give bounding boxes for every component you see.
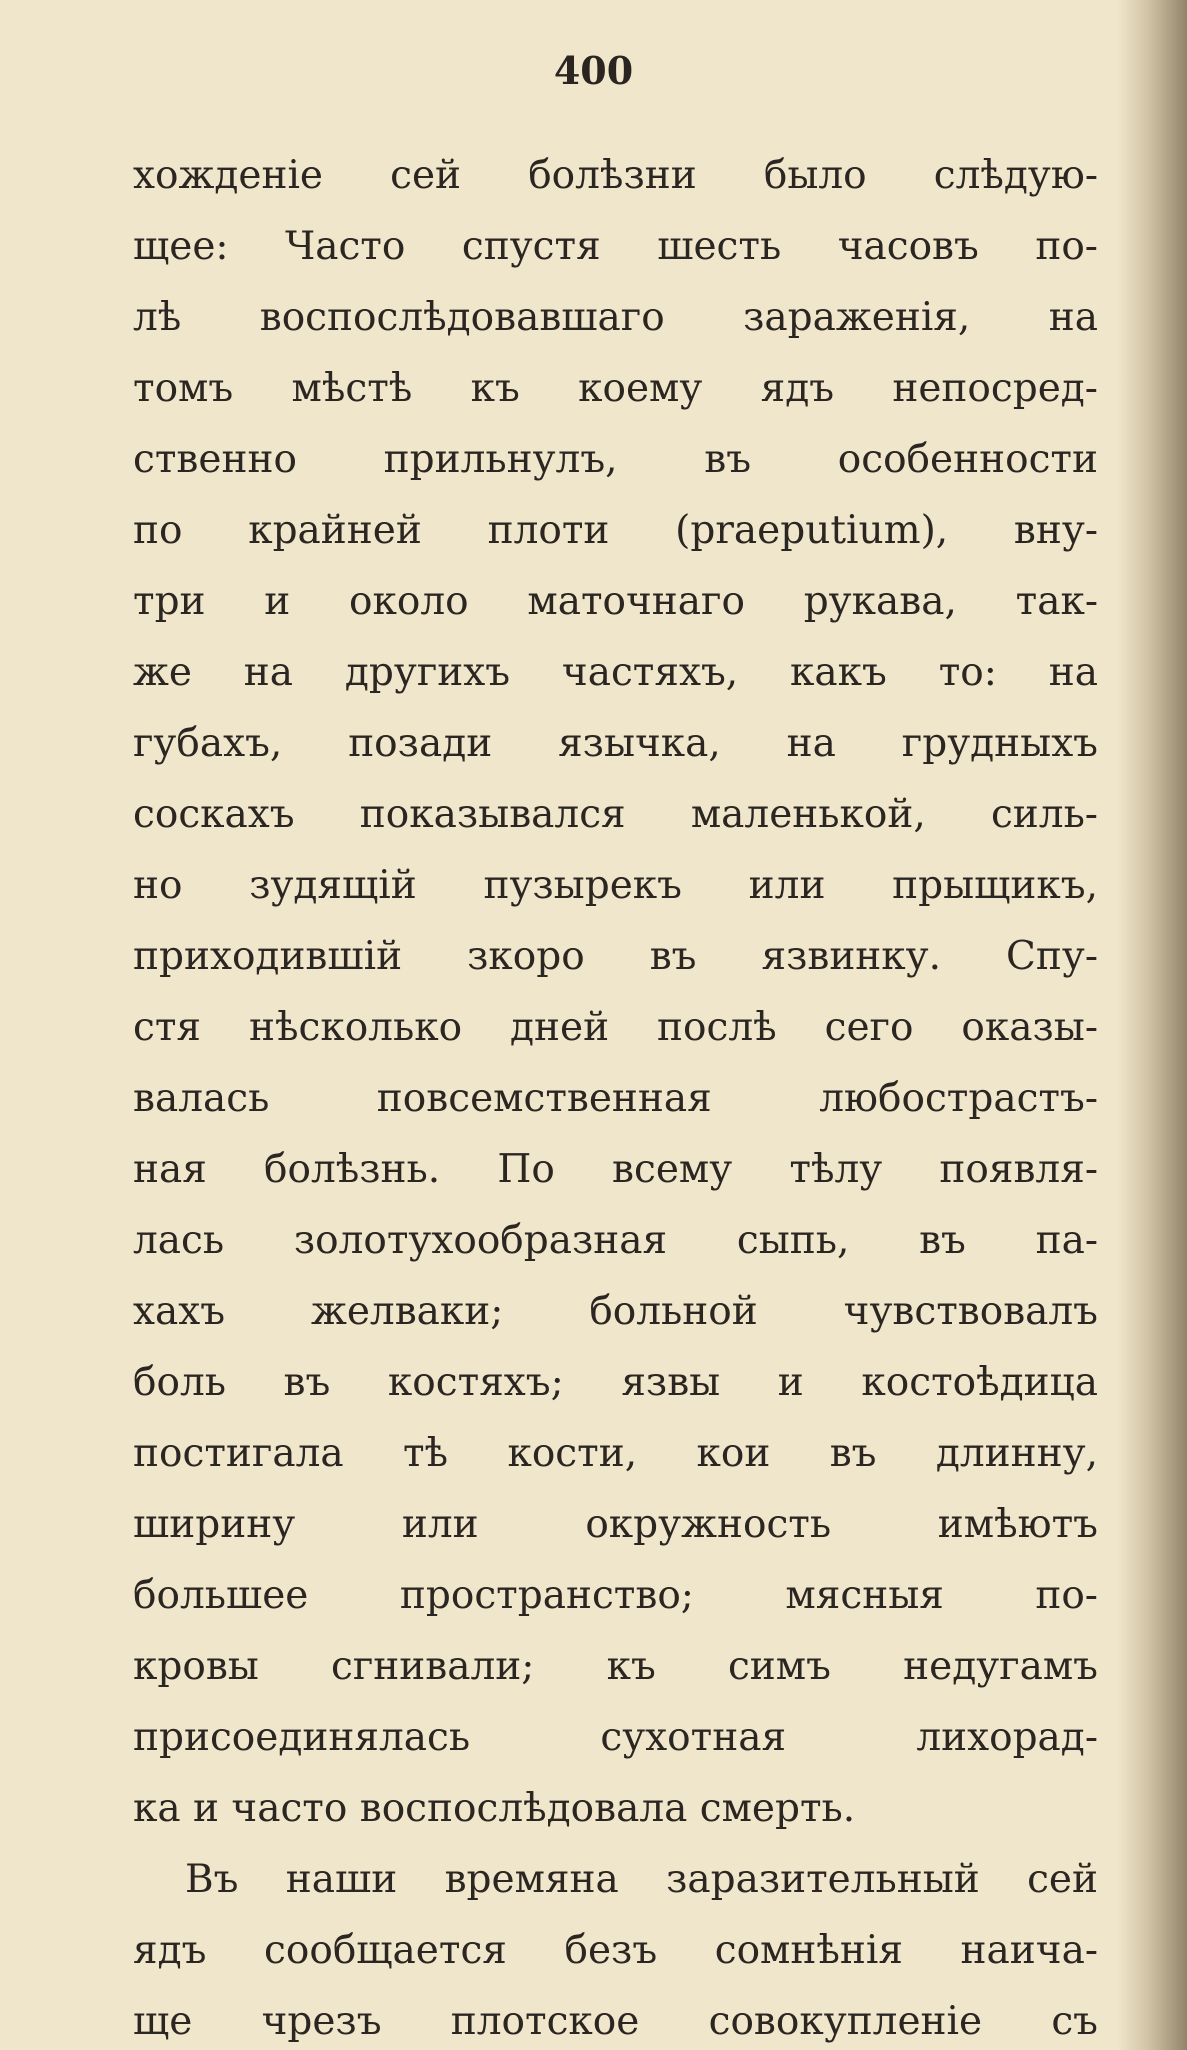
- text-line: щее: Часто спустя шесть часовъ по-: [133, 224, 1098, 269]
- text-line: томъ мѣстѣ къ коему ядъ непосред-: [133, 366, 1098, 411]
- text-line: соскахъ показывался маленькой, силь-: [133, 792, 1098, 837]
- text-line: же на другихъ частяхъ, какъ то: на: [133, 650, 1098, 695]
- page-number: 400: [553, 48, 634, 93]
- text-line: хожденіе сей болѣзни было слѣдую-: [133, 153, 1098, 198]
- text-line: постигала тѣ кости, кои въ длинну,: [133, 1431, 1098, 1476]
- text-line: ная болѣзнь. По всему тѣлу появля-: [133, 1147, 1098, 1192]
- text-line: присоединялась сухотная лихорад-: [133, 1715, 1098, 1760]
- body-text: [133, 140, 1098, 2050]
- text-line: хахъ желваки; больной чувствовалъ: [133, 1289, 1098, 1334]
- text-line: ственно прильнулъ, въ особенности: [133, 437, 1098, 482]
- text-line: три и около маточнаго рукава, так-: [133, 579, 1098, 624]
- text-line: кровы сгнивали; къ симъ недугамъ: [133, 1644, 1098, 1689]
- text-line: валась повсемственная любострастъ-: [133, 1076, 1098, 1121]
- text-line: но зудящій пузырекъ или прыщикъ,: [133, 863, 1098, 908]
- text-line: стя нѣсколько дней послѣ сего оказы-: [133, 1005, 1098, 1050]
- paragraph-start-line: Въ наши времяна заразительный сей: [185, 1857, 1098, 1902]
- text-line: ширину или окружность имѣютъ: [133, 1502, 1098, 1547]
- text-line: лѣ воспослѣдовавшаго зараженія, на: [133, 295, 1098, 340]
- text-line: губахъ, позади язычка, на грудныхъ: [133, 721, 1098, 766]
- text-line: боль въ костяхъ; язвы и костоѣдица: [133, 1360, 1098, 1405]
- text-line: большее пространство; мясныя по-: [133, 1573, 1098, 1618]
- text-line: по крайней плоти (praeputium), вну-: [133, 508, 1098, 553]
- text-line: ще чрезъ плотское совокупленіе съ: [133, 1999, 1098, 2044]
- text-line: ядъ сообщается безъ сомнѣнія наича-: [133, 1928, 1098, 1973]
- text-line: приходившій зкоро въ язвинку. Спу-: [133, 934, 1098, 979]
- page-spine-shadow: [1117, 0, 1187, 2050]
- paragraph-end-line: ка и часто воспослѣдовала смерть.: [133, 1786, 856, 1831]
- text-line: лась золотухообразная сыпь, въ па-: [133, 1218, 1098, 1263]
